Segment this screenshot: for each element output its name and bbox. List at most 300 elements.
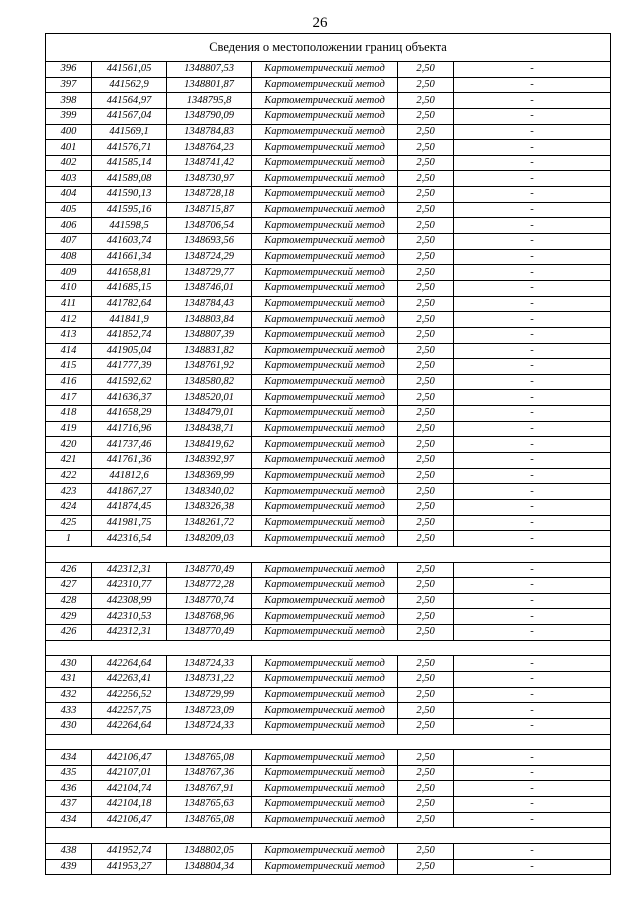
point-number-cell: 407	[46, 234, 92, 250]
method-cell: Картометрический метод	[252, 390, 398, 406]
x-coordinate-cell: 442257,75	[92, 703, 167, 719]
x-coordinate-cell: 442107,01	[92, 765, 167, 781]
method-cell: Картометрический метод	[252, 499, 398, 515]
note-cell: -	[454, 77, 611, 93]
note-cell: -	[454, 593, 611, 609]
accuracy-cell: 2,50	[398, 671, 454, 687]
x-coordinate-cell: 441952,74	[92, 844, 167, 860]
x-coordinate-cell: 442264,64	[92, 656, 167, 672]
note-cell: -	[454, 343, 611, 359]
point-number-cell: 399	[46, 108, 92, 124]
accuracy-cell: 2,50	[398, 218, 454, 234]
y-coordinate-cell: 1348767,91	[167, 781, 252, 797]
x-coordinate-cell: 441661,34	[92, 249, 167, 265]
note-cell: -	[454, 468, 611, 484]
y-coordinate-cell: 1348728,18	[167, 187, 252, 203]
table-row	[46, 140, 611, 156]
note-cell: -	[454, 499, 611, 515]
table-row	[46, 859, 611, 875]
accuracy-cell: 2,50	[398, 343, 454, 359]
point-number-cell: 415	[46, 359, 92, 375]
method-cell: Картометрический метод	[252, 218, 398, 234]
y-coordinate-cell: 1348693,56	[167, 234, 252, 250]
note-cell: -	[454, 202, 611, 218]
point-number-cell: 408	[46, 249, 92, 265]
x-coordinate-cell: 442312,31	[92, 625, 167, 641]
accuracy-cell: 2,50	[398, 140, 454, 156]
method-cell: Картометрический метод	[252, 312, 398, 328]
method-cell: Картометрический метод	[252, 249, 398, 265]
method-cell: Картометрический метод	[252, 718, 398, 734]
accuracy-cell: 2,50	[398, 468, 454, 484]
table-row	[46, 374, 611, 390]
x-coordinate-cell: 442106,47	[92, 750, 167, 766]
accuracy-cell: 2,50	[398, 844, 454, 860]
point-number-cell: 439	[46, 859, 92, 875]
note-cell: -	[454, 218, 611, 234]
method-cell: Картометрический метод	[252, 609, 398, 625]
table-row	[46, 578, 611, 594]
y-coordinate-cell: 1348724,33	[167, 718, 252, 734]
note-cell: -	[454, 374, 611, 390]
accuracy-cell: 2,50	[398, 171, 454, 187]
accuracy-cell: 2,50	[398, 765, 454, 781]
y-coordinate-cell: 1348801,87	[167, 77, 252, 93]
method-cell: Картометрический метод	[252, 374, 398, 390]
y-coordinate-cell: 1348729,77	[167, 265, 252, 281]
note-cell: -	[454, 296, 611, 312]
method-cell: Картометрический метод	[252, 108, 398, 124]
accuracy-cell: 2,50	[398, 187, 454, 203]
method-cell: Картометрический метод	[252, 859, 398, 875]
point-number-cell: 426	[46, 562, 92, 578]
y-coordinate-cell: 1348784,43	[167, 296, 252, 312]
accuracy-cell: 2,50	[398, 406, 454, 422]
x-coordinate-cell: 441590,13	[92, 187, 167, 203]
note-cell: -	[454, 844, 611, 860]
note-cell: -	[454, 797, 611, 813]
point-number-cell: 403	[46, 171, 92, 187]
accuracy-cell: 2,50	[398, 374, 454, 390]
y-coordinate-cell: 1348706,54	[167, 218, 252, 234]
note-cell: -	[454, 453, 611, 469]
method-cell: Картометрический метод	[252, 625, 398, 641]
x-coordinate-cell: 441905,04	[92, 343, 167, 359]
table-row	[46, 343, 611, 359]
method-cell: Картометрический метод	[252, 562, 398, 578]
y-coordinate-cell: 1348209,03	[167, 531, 252, 547]
method-cell: Картометрический метод	[252, 187, 398, 203]
note-cell: -	[454, 280, 611, 296]
y-coordinate-cell: 1348746,01	[167, 280, 252, 296]
y-coordinate-cell: 1348723,09	[167, 703, 252, 719]
x-coordinate-cell: 442308,99	[92, 593, 167, 609]
x-coordinate-cell: 442310,53	[92, 609, 167, 625]
note-cell: -	[454, 765, 611, 781]
group-separator-row	[46, 546, 611, 562]
y-coordinate-cell: 1348803,84	[167, 312, 252, 328]
note-cell: -	[454, 859, 611, 875]
point-number-cell: 425	[46, 515, 92, 531]
note-cell: -	[454, 187, 611, 203]
point-number-cell: 430	[46, 718, 92, 734]
y-coordinate-cell: 1348767,36	[167, 765, 252, 781]
method-cell: Картометрический метод	[252, 515, 398, 531]
point-number-cell: 414	[46, 343, 92, 359]
table-row	[46, 531, 611, 547]
accuracy-cell: 2,50	[398, 265, 454, 281]
x-coordinate-cell: 441874,45	[92, 499, 167, 515]
x-coordinate-cell: 441598,5	[92, 218, 167, 234]
y-coordinate-cell: 1348764,23	[167, 140, 252, 156]
point-number-cell: 401	[46, 140, 92, 156]
point-number-cell: 423	[46, 484, 92, 500]
method-cell: Картометрический метод	[252, 750, 398, 766]
point-number-cell: 434	[46, 750, 92, 766]
y-coordinate-cell: 1348724,29	[167, 249, 252, 265]
point-number-cell: 427	[46, 578, 92, 594]
method-cell: Картометрический метод	[252, 453, 398, 469]
point-number-cell: 437	[46, 797, 92, 813]
accuracy-cell: 2,50	[398, 77, 454, 93]
accuracy-cell: 2,50	[398, 296, 454, 312]
x-coordinate-cell: 441782,64	[92, 296, 167, 312]
table-row	[46, 797, 611, 813]
point-number-cell: 419	[46, 421, 92, 437]
table-row	[46, 155, 611, 171]
accuracy-cell: 2,50	[398, 390, 454, 406]
point-number-cell: 435	[46, 765, 92, 781]
y-coordinate-cell: 1348731,22	[167, 671, 252, 687]
method-cell: Картометрический метод	[252, 812, 398, 828]
accuracy-cell: 2,50	[398, 249, 454, 265]
y-coordinate-cell: 1348729,99	[167, 687, 252, 703]
accuracy-cell: 2,50	[398, 750, 454, 766]
y-coordinate-cell: 1348419,62	[167, 437, 252, 453]
point-number-cell: 433	[46, 703, 92, 719]
table-row	[46, 280, 611, 296]
y-coordinate-cell: 1348804,34	[167, 859, 252, 875]
y-coordinate-cell: 1348807,39	[167, 327, 252, 343]
y-coordinate-cell: 1348392,97	[167, 453, 252, 469]
table-row	[46, 171, 611, 187]
table-row	[46, 656, 611, 672]
y-coordinate-cell: 1348761,92	[167, 359, 252, 375]
table-row	[46, 202, 611, 218]
note-cell: -	[454, 155, 611, 171]
x-coordinate-cell: 441595,16	[92, 202, 167, 218]
table-row	[46, 515, 611, 531]
accuracy-cell: 2,50	[398, 781, 454, 797]
x-coordinate-cell: 441852,74	[92, 327, 167, 343]
method-cell: Картометрический метод	[252, 703, 398, 719]
x-coordinate-cell: 441812,6	[92, 468, 167, 484]
accuracy-cell: 2,50	[398, 124, 454, 140]
y-coordinate-cell: 1348730,97	[167, 171, 252, 187]
table-row	[46, 812, 611, 828]
note-cell: -	[454, 531, 611, 547]
method-cell: Картометрический метод	[252, 844, 398, 860]
x-coordinate-cell: 442104,74	[92, 781, 167, 797]
table-row	[46, 421, 611, 437]
method-cell: Картометрический метод	[252, 531, 398, 547]
table-row	[46, 296, 611, 312]
note-cell: -	[454, 703, 611, 719]
method-cell: Картометрический метод	[252, 171, 398, 187]
x-coordinate-cell: 441953,27	[92, 859, 167, 875]
point-number-cell: 400	[46, 124, 92, 140]
x-coordinate-cell: 441636,37	[92, 390, 167, 406]
point-number-cell: 404	[46, 187, 92, 203]
note-cell: -	[454, 437, 611, 453]
note-cell: -	[454, 578, 611, 594]
x-coordinate-cell: 441867,27	[92, 484, 167, 500]
y-coordinate-cell: 1348768,96	[167, 609, 252, 625]
note-cell: -	[454, 312, 611, 328]
method-cell: Картометрический метод	[252, 202, 398, 218]
note-cell: -	[454, 140, 611, 156]
group-separator-row	[46, 640, 611, 656]
table-row	[46, 625, 611, 641]
y-coordinate-cell: 1348340,02	[167, 484, 252, 500]
x-coordinate-cell: 442316,54	[92, 531, 167, 547]
method-cell: Картометрический метод	[252, 437, 398, 453]
point-number-cell: 402	[46, 155, 92, 171]
y-coordinate-cell: 1348765,08	[167, 750, 252, 766]
table-row	[46, 265, 611, 281]
y-coordinate-cell: 1348724,33	[167, 656, 252, 672]
note-cell: -	[454, 171, 611, 187]
method-cell: Картометрический метод	[252, 140, 398, 156]
accuracy-cell: 2,50	[398, 484, 454, 500]
x-coordinate-cell: 441576,71	[92, 140, 167, 156]
x-coordinate-cell: 441761,36	[92, 453, 167, 469]
method-cell: Картометрический метод	[252, 234, 398, 250]
x-coordinate-cell: 442310,77	[92, 578, 167, 594]
accuracy-cell: 2,50	[398, 93, 454, 109]
point-number-cell: 410	[46, 280, 92, 296]
point-number-cell: 412	[46, 312, 92, 328]
y-coordinate-cell: 1348784,83	[167, 124, 252, 140]
y-coordinate-cell: 1348326,38	[167, 499, 252, 515]
x-coordinate-cell: 441589,08	[92, 171, 167, 187]
method-cell: Картометрический метод	[252, 77, 398, 93]
point-number-cell: 422	[46, 468, 92, 484]
table-row	[46, 750, 611, 766]
x-coordinate-cell: 441658,29	[92, 406, 167, 422]
table-row	[46, 406, 611, 422]
accuracy-cell: 2,50	[398, 453, 454, 469]
x-coordinate-cell: 441567,04	[92, 108, 167, 124]
accuracy-cell: 2,50	[398, 359, 454, 375]
table-row	[46, 781, 611, 797]
point-number-cell: 431	[46, 671, 92, 687]
table-row	[46, 609, 611, 625]
group-separator-cell	[46, 640, 611, 656]
method-cell: Картометрический метод	[252, 797, 398, 813]
accuracy-cell: 2,50	[398, 421, 454, 437]
table-row	[46, 703, 611, 719]
accuracy-cell: 2,50	[398, 202, 454, 218]
note-cell: -	[454, 62, 611, 78]
note-cell: -	[454, 625, 611, 641]
y-coordinate-cell: 1348741,42	[167, 155, 252, 171]
point-number-cell: 420	[46, 437, 92, 453]
note-cell: -	[454, 234, 611, 250]
note-cell: -	[454, 124, 611, 140]
table-row	[46, 562, 611, 578]
x-coordinate-cell: 441592,62	[92, 374, 167, 390]
table-row	[46, 359, 611, 375]
y-coordinate-cell: 1348580,82	[167, 374, 252, 390]
table-row	[46, 327, 611, 343]
table-row	[46, 593, 611, 609]
accuracy-cell: 2,50	[398, 609, 454, 625]
y-coordinate-cell: 1348520,01	[167, 390, 252, 406]
group-separator-cell	[46, 546, 611, 562]
table-row	[46, 671, 611, 687]
table-row	[46, 108, 611, 124]
note-cell: -	[454, 718, 611, 734]
note-cell: -	[454, 562, 611, 578]
point-number-cell: 436	[46, 781, 92, 797]
method-cell: Картометрический метод	[252, 62, 398, 78]
x-coordinate-cell: 441561,05	[92, 62, 167, 78]
table-row	[46, 77, 611, 93]
method-cell: Картометрический метод	[252, 327, 398, 343]
x-coordinate-cell: 441562,9	[92, 77, 167, 93]
accuracy-cell: 2,50	[398, 108, 454, 124]
note-cell: -	[454, 515, 611, 531]
x-coordinate-cell: 441716,96	[92, 421, 167, 437]
point-number-cell: 424	[46, 499, 92, 515]
point-number-cell: 398	[46, 93, 92, 109]
y-coordinate-cell: 1348770,49	[167, 625, 252, 641]
note-cell: -	[454, 265, 611, 281]
note-cell: -	[454, 687, 611, 703]
note-cell: -	[454, 93, 611, 109]
note-cell: -	[454, 327, 611, 343]
table-row	[46, 390, 611, 406]
method-cell: Картометрический метод	[252, 296, 398, 312]
point-number-cell: 418	[46, 406, 92, 422]
x-coordinate-cell: 441603,74	[92, 234, 167, 250]
accuracy-cell: 2,50	[398, 797, 454, 813]
x-coordinate-cell: 441981,75	[92, 515, 167, 531]
table-row	[46, 93, 611, 109]
note-cell: -	[454, 750, 611, 766]
x-coordinate-cell: 441777,39	[92, 359, 167, 375]
note-cell: -	[454, 249, 611, 265]
x-coordinate-cell: 441841,9	[92, 312, 167, 328]
accuracy-cell: 2,50	[398, 62, 454, 78]
x-coordinate-cell: 441569,1	[92, 124, 167, 140]
table-row	[46, 218, 611, 234]
method-cell: Картометрический метод	[252, 421, 398, 437]
accuracy-cell: 2,50	[398, 499, 454, 515]
y-coordinate-cell: 1348772,28	[167, 578, 252, 594]
point-number-cell: 413	[46, 327, 92, 343]
y-coordinate-cell: 1348831,82	[167, 343, 252, 359]
x-coordinate-cell: 442106,47	[92, 812, 167, 828]
accuracy-cell: 2,50	[398, 531, 454, 547]
accuracy-cell: 2,50	[398, 327, 454, 343]
point-number-cell: 405	[46, 202, 92, 218]
accuracy-cell: 2,50	[398, 515, 454, 531]
accuracy-cell: 2,50	[398, 280, 454, 296]
note-cell: -	[454, 781, 611, 797]
x-coordinate-cell: 442263,41	[92, 671, 167, 687]
table-row	[46, 62, 611, 78]
accuracy-cell: 2,50	[398, 593, 454, 609]
table-row	[46, 484, 611, 500]
accuracy-cell: 2,50	[398, 437, 454, 453]
method-cell: Картометрический метод	[252, 343, 398, 359]
table-row	[46, 453, 611, 469]
point-number-cell: 397	[46, 77, 92, 93]
boundary-table	[45, 33, 611, 875]
point-number-cell: 416	[46, 374, 92, 390]
table-row	[46, 187, 611, 203]
x-coordinate-cell: 441564,97	[92, 93, 167, 109]
group-separator-cell	[46, 734, 611, 750]
method-cell: Картометрический метод	[252, 155, 398, 171]
x-coordinate-cell: 442104,18	[92, 797, 167, 813]
method-cell: Картометрический метод	[252, 280, 398, 296]
table-row	[46, 844, 611, 860]
y-coordinate-cell: 1348715,87	[167, 202, 252, 218]
method-cell: Картометрический метод	[252, 93, 398, 109]
note-cell: -	[454, 609, 611, 625]
table-row	[46, 234, 611, 250]
note-cell: -	[454, 406, 611, 422]
point-number-cell: 417	[46, 390, 92, 406]
method-cell: Картометрический метод	[252, 484, 398, 500]
table-row	[46, 312, 611, 328]
y-coordinate-cell: 1348802,05	[167, 844, 252, 860]
y-coordinate-cell: 1348438,71	[167, 421, 252, 437]
table-row	[46, 249, 611, 265]
accuracy-cell: 2,50	[398, 312, 454, 328]
note-cell: -	[454, 108, 611, 124]
accuracy-cell: 2,50	[398, 656, 454, 672]
y-coordinate-cell: 1348261,72	[167, 515, 252, 531]
y-coordinate-cell: 1348770,74	[167, 593, 252, 609]
y-coordinate-cell: 1348795,8	[167, 93, 252, 109]
page-number: 26	[312, 15, 328, 31]
table-row	[46, 718, 611, 734]
y-coordinate-cell: 1348765,63	[167, 797, 252, 813]
point-number-cell: 421	[46, 453, 92, 469]
table-title-row	[46, 34, 611, 62]
accuracy-cell: 2,50	[398, 625, 454, 641]
point-number-cell: 428	[46, 593, 92, 609]
table-row	[46, 437, 611, 453]
accuracy-cell: 2,50	[398, 578, 454, 594]
table-body	[46, 34, 611, 875]
accuracy-cell: 2,50	[398, 155, 454, 171]
note-cell: -	[454, 656, 611, 672]
point-number-cell: 432	[46, 687, 92, 703]
note-cell: -	[454, 671, 611, 687]
accuracy-cell: 2,50	[398, 234, 454, 250]
note-cell: -	[454, 421, 611, 437]
accuracy-cell: 2,50	[398, 718, 454, 734]
method-cell: Картометрический метод	[252, 671, 398, 687]
method-cell: Картометрический метод	[252, 124, 398, 140]
x-coordinate-cell: 441685,15	[92, 280, 167, 296]
point-number-cell: 438	[46, 844, 92, 860]
